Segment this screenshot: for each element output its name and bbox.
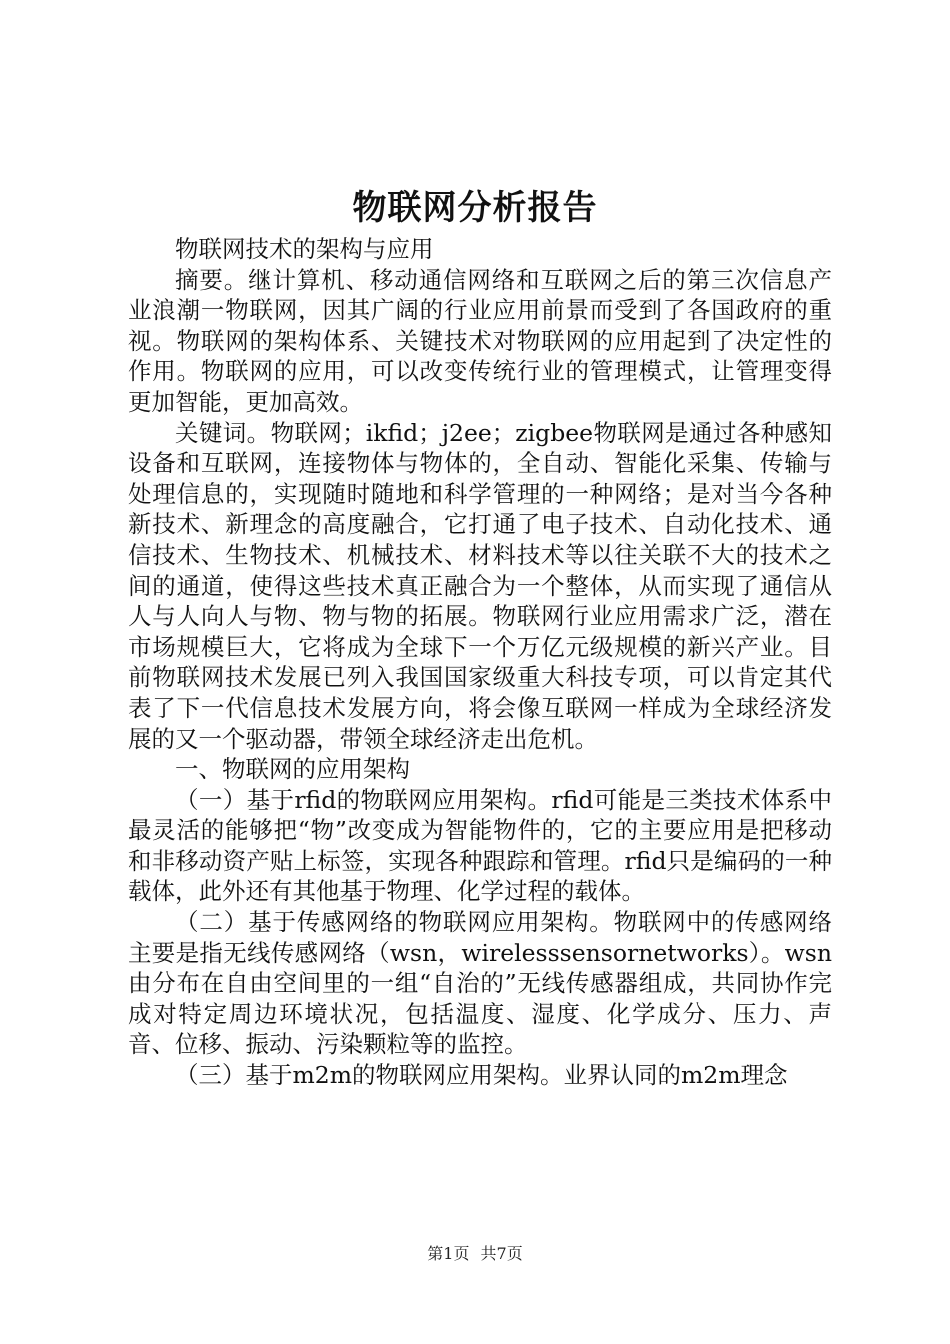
section-heading: 一、物联网的应用架构 (175, 755, 410, 784)
abstract-paragraph: 摘要。继计算机、移动通信网络和互联网之后的第三次信息产业浪潮一物联网，因其广阔的行业应用前景而受到了各国政府的重视。物联网的架构体系、关键技术对物联网的应用起到了决定性的作用。物联网的应用，可以改变传统行业的管理模式，让管理变得更加智能，更加高效。 (128, 265, 832, 416)
subtitle-paragraph: 物联网技术的架构与应用 (175, 235, 434, 263)
sensor-network-paragraph: （二）基于传感网络的物联网应用架构。物联网中的传感网络主要是指无线传感网络（wsn，wirelesssensornetworks）。wsn由分布在自由空间里的一组“自治的”无线传感器组成，共同协作完成对特定周边环境状况，包括温度、湿度、化学成分、压力、声音、位移、振动、污染颗粒等的监控。 (128, 908, 832, 1059)
page-footer (0, 1243, 950, 1265)
page-number: 第1页 (427, 1244, 470, 1263)
document-body (128, 234, 832, 1091)
document-title: 物联网分析报告 (352, 188, 598, 228)
m2m-paragraph: （三）基于m2m的物联网应用架构。业界认同的m2m理念 (175, 1061, 788, 1090)
page-total: 共7页 (480, 1244, 523, 1263)
rfid-paragraph: （一）基于rfid的物联网应用架构。rfid可能是三类技术体系中最灵活的能够把“物”改变成为智能物件的，它的主要应用是把移动和非移动资产贴上标签，实现各种跟踪和管理。rfid只是编码的一种载体，此外还有其他基于物理、化学过程的载体。 (128, 785, 832, 906)
keywords-paragraph: 关键词。物联网；ikfid；j2ee；zigbee物联网是通过各种感知设备和互联网，连接物体与物体的，全自动、智能化采集、传输与处理信息的，实现随时随地和科学管理的一种网络；是对当今各种新技术、新理念的高度融合，它打通了电子技术、自动化技术、通信技术、生物技术、机械技术、材料技术等以往关联不大的技术之间的通道，使得这些技术真正融合为一个整体，从而实现了通信从人与人向人与物、物与物的拓展。物联网行业应用需求广泛，潜在市场规模巨大，它将成为全球下一个万亿元级规模的新兴产业。目前物联网技术发展已列入我国国家级重大科技专项，可以肯定其代表了下一代信息技术发展方向，将会像互联网一样成为全球经济发展的又一个驱动器，带领全球经济走出危机。 (128, 418, 832, 753)
